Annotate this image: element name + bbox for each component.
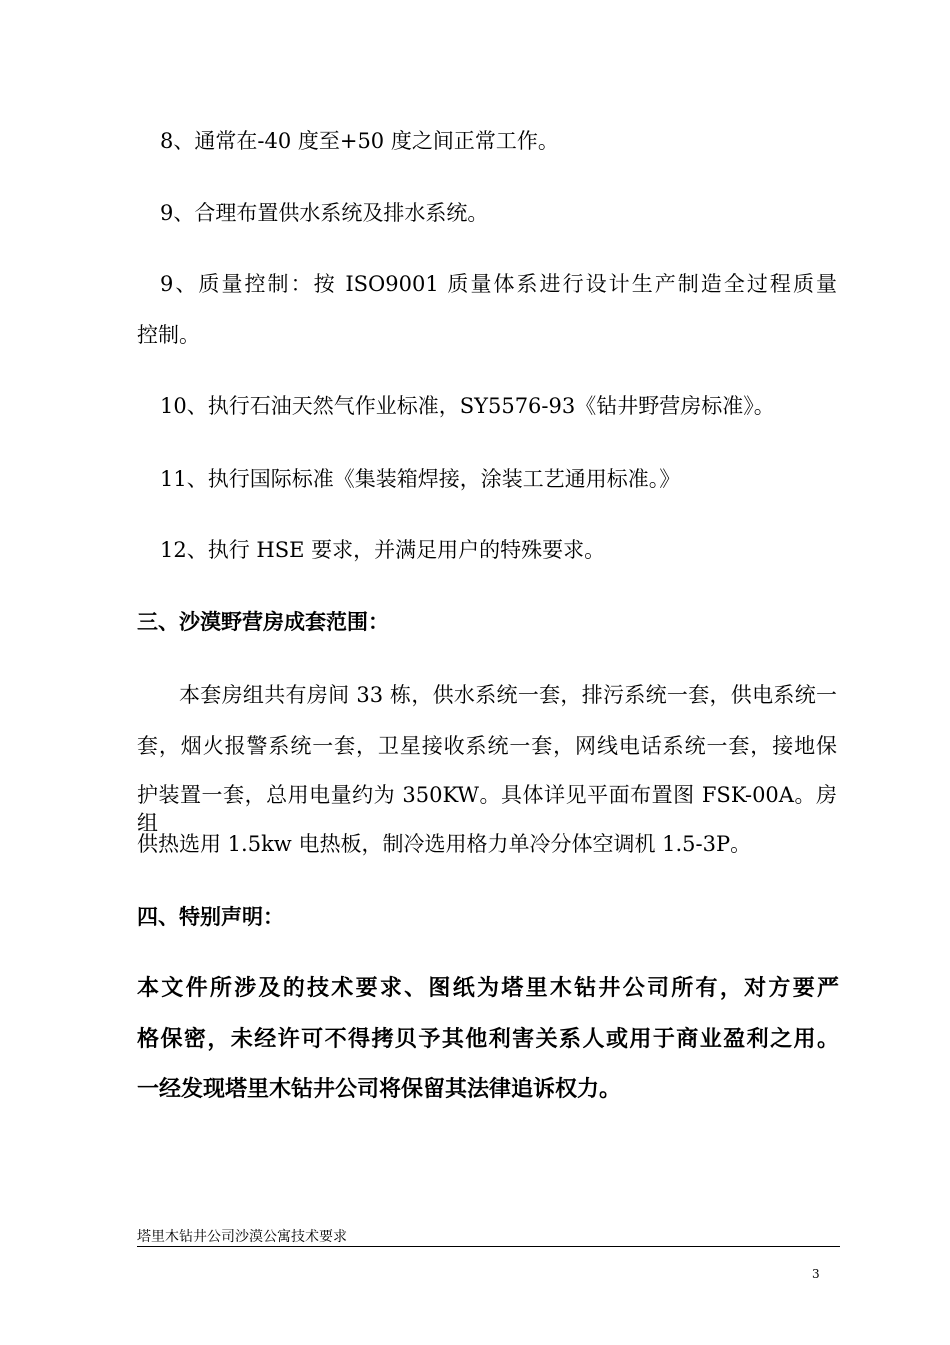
section-3-paragraph [137,681,837,709]
section-3-heading: 三、沙漠野营房成套范围： [137,610,389,634]
section-3-line-1: 本套房组共有房间 33 栋，供水系统一套，排污系统一套，供电系统一 [179,683,837,707]
section-4-line-2: 格保密，未经许可不得拷贝予其他利害关系人或用于商业盈利之用。 [137,1027,839,1052]
section-4-line-1: 本文件所涉及的技术要求、图纸为塔里木钻井公司所有，对方要严 [137,976,839,1001]
section-4-statement-1 [137,974,839,1004]
list-item-9-water: 9、合理布置供水系统及排水系统。 [160,201,489,225]
list-item-11: 11、执行国际标准《集装箱焊接，涂装工艺通用标准。》 [160,467,681,491]
page-number: 3 [812,1267,820,1281]
section-3-line-2: 套，烟火报警系统一套，卫星接收系统一套，网线电话系统一套，接地保 [137,734,837,758]
section-3-paragraph-2 [137,732,837,760]
list-item-9-quality [137,270,837,298]
footer-divider [137,1246,840,1247]
section-3-line-4: 供热选用 1.5kw 电热板，制冷选用格力单冷分体空调机 1.5-3P。 [137,832,752,856]
list-item-9-quality-line-2: 控制。 [137,323,200,347]
list-item-10: 10、执行石油天然气作业标准，SY5576-93《钻井野营房标准》。 [160,394,775,418]
list-item-9-quality-line-1: 9、质量控制：按 ISO9001 质量体系进行设计生产制造全过程质量 [160,272,837,296]
section-3-paragraph-3 [137,781,837,835]
section-4-line-3: 一经发现塔里木钻井公司将保留其法律追诉权力。 [137,1077,622,1102]
footer-title: 塔里木钻井公司沙漠公寓技术要求 [137,1229,347,1245]
section-3-line-3: 护装置一套，总用电量约为 350KW。具体详见平面布置图 FSK-00A。房组 [137,783,837,835]
section-4-heading: 四、特别声明： [137,905,284,929]
section-4-statement-2 [137,1025,839,1055]
list-item-12: 12、执行 HSE 要求，并满足用户的特殊要求。 [160,538,606,562]
list-item-8: 8、通常在-40 度至+50 度之间正常工作。 [160,129,559,153]
section-4-statement-3 [137,1075,839,1105]
